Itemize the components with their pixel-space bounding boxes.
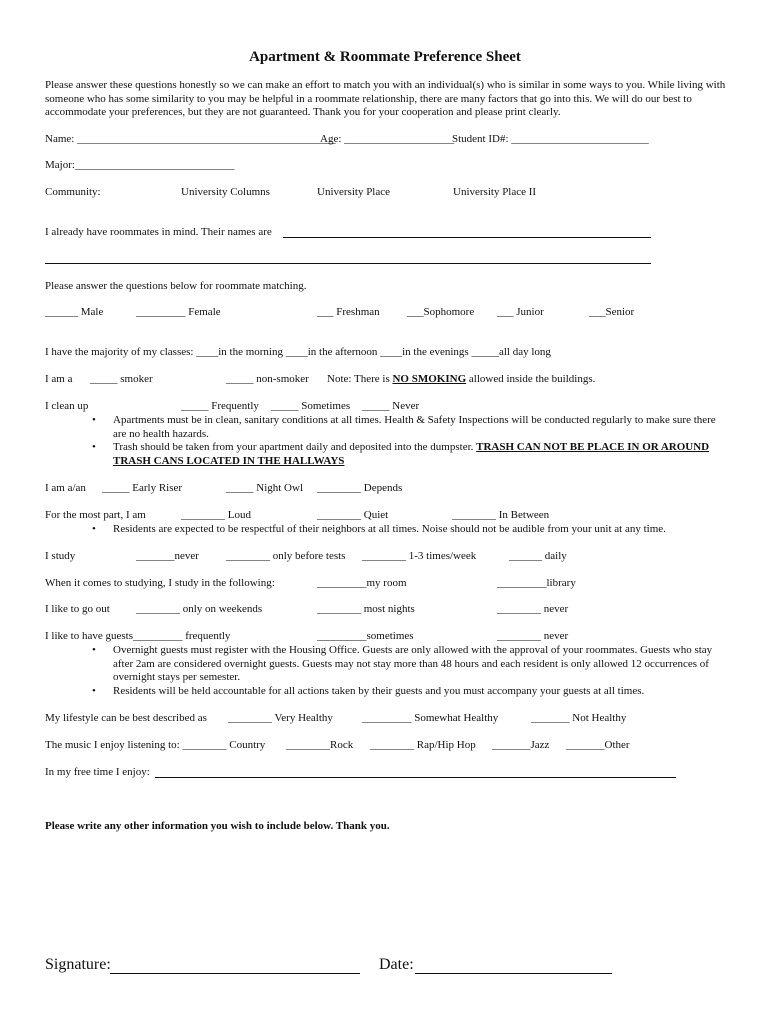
- clean-never-option[interactable]: _____ Never: [362, 400, 420, 412]
- junior-option[interactable]: ___ Junior: [497, 306, 544, 318]
- matching-intro: Please answer the questions below for roommate matching.: [45, 280, 307, 292]
- somewhat-healthy-option[interactable]: _________ Somewhat Healthy: [362, 712, 499, 724]
- community-option-columns[interactable]: University Columns: [181, 186, 270, 198]
- go-out-label: I like to go out: [45, 603, 110, 615]
- roommates-label: I already have roommates in mind. Their names are: [45, 226, 272, 238]
- bullet-icon: •: [92, 414, 96, 426]
- guests-frequently-option[interactable]: I like to have guests_________ frequently: [45, 630, 231, 642]
- study-place-label: When it comes to studying, I study in the following:: [45, 577, 275, 589]
- clean-note-2-bold: TRASH CAN NOT BE PLACE IN OR AROUND TRASH CANS LOCATED IN THE HALLWAYS: [113, 441, 710, 467]
- music-rap-option[interactable]: ________ Rap/Hip Hop: [370, 739, 476, 751]
- clean-note-2-pre: Trash should be taken from your apartment daily and deposited into the dumpster.: [113, 441, 477, 453]
- non-smoker-option[interactable]: _____ non-smoker: [226, 373, 309, 385]
- night-owl-option[interactable]: _____ Night Owl: [226, 482, 303, 494]
- riser-label: I am a/an: [45, 482, 86, 494]
- other-info-heading: Please write any other information you wish to include below. Thank you.: [45, 820, 390, 832]
- classes-row[interactable]: I have the majority of my classes: ____in the morning ____in the afternoon ____in the evenings _____all day long: [45, 346, 551, 358]
- study-never-option[interactable]: _______never: [136, 550, 199, 562]
- roommates-input-line-2[interactable]: [45, 263, 651, 264]
- smoker-label: I am a: [45, 373, 73, 385]
- noise-label: For the most part, I am: [45, 509, 146, 521]
- smoking-note: [327, 373, 595, 386]
- study-room-option[interactable]: _________my room: [317, 577, 407, 589]
- sophomore-option[interactable]: ___Sophomore: [407, 306, 475, 318]
- loud-option[interactable]: ________ Loud: [181, 509, 251, 521]
- guests-note-2: Residents will be held accountable for all actions taken by their guests and you must accompany your guests at all times.: [113, 685, 645, 697]
- smoking-note-pre: Note: There is: [327, 373, 393, 385]
- bullet-icon: •: [92, 644, 96, 656]
- music-jazz-option[interactable]: _______Jazz: [492, 739, 550, 751]
- quiet-option[interactable]: ________ Quiet: [317, 509, 389, 521]
- bullet-icon: •: [92, 441, 96, 453]
- free-time-label: In my free time I enjoy:: [45, 766, 150, 778]
- study-before-tests-option[interactable]: ________ only before tests: [226, 550, 346, 562]
- community-option-place[interactable]: University Place: [317, 186, 391, 198]
- smoker-option[interactable]: _____ smoker: [90, 373, 153, 385]
- major-field[interactable]: Major:_____________________________: [45, 159, 235, 171]
- senior-option[interactable]: ___Senior: [589, 306, 635, 318]
- clean-note-1: Apartments must be in clean, sanitary conditions at all times. Health & Safety Inspections will be conducted regularly to make sure there are no health hazards.: [113, 414, 716, 440]
- signature-label: Signature:: [45, 956, 111, 973]
- freshman-option[interactable]: ___ Freshman: [317, 306, 380, 318]
- guests-never-option[interactable]: ________ never: [497, 630, 569, 642]
- music-other-option[interactable]: _______Other: [566, 739, 630, 751]
- go-out-weekends-option[interactable]: ________ only on weekends: [136, 603, 263, 615]
- lifestyle-label: My lifestyle can be best described as: [45, 712, 207, 724]
- free-time-input-line[interactable]: [155, 777, 676, 778]
- community-label: Community:: [45, 186, 101, 198]
- intro-paragraph: Please answer these questions honestly so we can make an effort to match you with an individual(s) who is similar in some ways to you. While living with someone who has some similarity to you may be helpful in a roommate relationship, there are many factors that go into this. We will do our best to accommodate your preferences, but they are not guaranteed. Thank you for your cooperation and please print clearly.: [45, 79, 726, 118]
- smoking-note-bold: NO SMOKING: [392, 373, 467, 385]
- date-input-line[interactable]: [415, 973, 612, 974]
- study-library-option[interactable]: _________library: [497, 577, 576, 589]
- age-field[interactable]: Age: ____________________: [320, 133, 455, 145]
- music-rock-option[interactable]: ________Rock: [286, 739, 354, 751]
- date-label: Date:: [379, 956, 414, 973]
- study-weekly-option[interactable]: ________ 1-3 times/week: [362, 550, 477, 562]
- name-field[interactable]: Name: _______________________________________________: [45, 133, 336, 145]
- clean-sometimes-option[interactable]: _____ Sometimes: [271, 400, 351, 412]
- noise-note: Residents are expected to be respectful of their neighbors at all times. Noise should not be audible from your unit at any time.: [113, 523, 666, 535]
- go-out-most-nights-option[interactable]: ________ most nights: [317, 603, 415, 615]
- female-option[interactable]: _________ Female: [136, 306, 221, 318]
- community-option-place-ii[interactable]: University Place II: [453, 186, 537, 198]
- early-riser-option[interactable]: _____ Early Riser: [102, 482, 183, 494]
- clean-frequently-option[interactable]: _____ Frequently: [181, 400, 259, 412]
- bullet-icon: •: [92, 685, 96, 697]
- guests-sometimes-option[interactable]: _________sometimes: [317, 630, 414, 642]
- signature-input-line[interactable]: [110, 973, 360, 974]
- page-title: Apartment & Roommate Preference Sheet: [249, 49, 521, 65]
- go-out-never-option[interactable]: ________ never: [497, 603, 569, 615]
- roommates-input-line[interactable]: [283, 237, 651, 238]
- not-healthy-option[interactable]: _______ Not Healthy: [531, 712, 627, 724]
- depends-option[interactable]: ________ Depends: [317, 482, 403, 494]
- study-daily-option[interactable]: ______ daily: [509, 550, 567, 562]
- smoking-note-post: allowed inside the buildings.: [466, 373, 596, 385]
- student-id-field[interactable]: Student ID#: _________________________: [452, 133, 649, 145]
- study-label: I study: [45, 550, 76, 562]
- clean-note-2: [113, 441, 723, 468]
- very-healthy-option[interactable]: ________ Very Healthy: [228, 712, 333, 724]
- music-country-option[interactable]: The music I enjoy listening to: ________ Country: [45, 739, 266, 751]
- in-between-option[interactable]: ________ In Between: [452, 509, 550, 521]
- guests-note-1: Overnight guests must register with the Housing Office. Guests are only allowed with the approval of your roommates. Guests who stay after 2am are considered overnight guests. Guests may not stay more than 48 hours and each resident is only allowed 12 occurrences of overnight stays per semester.: [113, 644, 713, 683]
- clean-label: I clean up: [45, 400, 89, 412]
- male-option[interactable]: ______ Male: [45, 306, 104, 318]
- bullet-icon: •: [92, 523, 96, 535]
